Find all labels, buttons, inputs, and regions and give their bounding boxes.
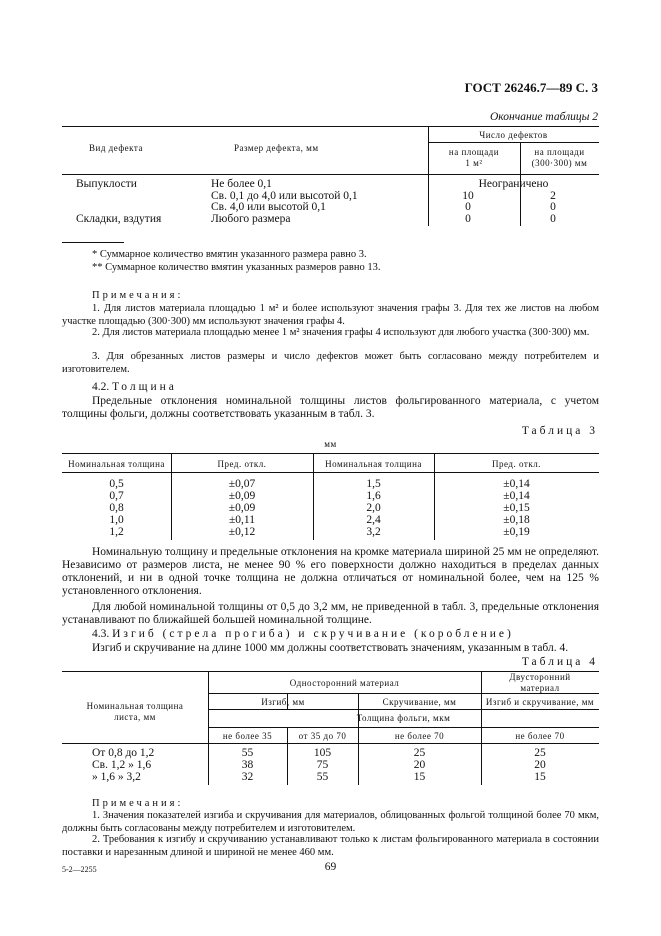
table-rule: [208, 709, 599, 710]
table-cell: Не более 0,1: [211, 178, 272, 190]
table-cell: 20: [534, 759, 546, 771]
note-item: 3. Для обрезанных листов размеры и число дефектов может быть согласовано между потребителем и изготовителем.: [62, 351, 599, 375]
notes-heading: Примечания:: [92, 798, 184, 809]
table-cell: Складки, вздутия: [76, 213, 162, 225]
table-cell: ±0,18: [503, 514, 530, 526]
note-item: 2. Для листов материала площадью менее 1 м² значения графы 4 используют для любого участка (300·300) мм.: [92, 327, 590, 338]
table-cell: 0: [465, 213, 471, 225]
col-header: Вид дефекта: [89, 143, 143, 153]
table-cell: 105: [313, 747, 332, 759]
table-cell: 75: [316, 759, 329, 771]
table-cell: 55: [241, 747, 254, 759]
table-cell: Св. 1,2 » 1,6: [92, 759, 152, 771]
table-rule: [62, 453, 599, 454]
table-cell: 32: [241, 771, 254, 783]
table-cell: 15: [534, 771, 546, 783]
paragraph: Номинальную толщину и предельные отклонения на кромке материала шириной 25 мм не определяют. Независимо от размеров листа, не менее 90 % его поверхности должно находиться в пределах данных отклонений, и ни в одной точке толщина не должна отличаться от номинальной более, чем на 125 % установленного отклонения.: [62, 546, 599, 597]
col-header: не более 35: [222, 731, 273, 741]
col-header: Изгиб и скручивание, мм: [485, 697, 595, 707]
note-item: 1. Значения показателей изгиба и скручивания для материалов, облицованных фольгой толщиной более 70 мкм, должны быть согласованы между потребителем и изготовителем.: [62, 810, 599, 834]
table-cell: ±0,19: [503, 526, 530, 538]
footnote-rule: [62, 242, 124, 243]
col-header: Номинальная толщина: [86, 701, 184, 711]
col-header: Номинальная толщина: [68, 459, 165, 469]
table-rule: [62, 126, 599, 127]
footnote: * Суммарное количество вмятин указанного размера равно 3.: [92, 249, 367, 260]
col-header: на площади: [448, 147, 500, 157]
table-cell: 1,6: [366, 490, 381, 502]
table-cell: 1,5: [366, 478, 381, 490]
table-cell: ±0,09: [228, 490, 256, 502]
table-caption: Окончание таблицы 2: [490, 111, 598, 123]
col-header: материал: [520, 683, 560, 693]
table-cell: Выпуклости: [76, 178, 137, 190]
table-cell: 25: [413, 747, 426, 759]
table-cell: ±0,12: [228, 526, 256, 538]
col-header: Номинальная толщина: [325, 459, 422, 469]
table-cell: 20: [413, 759, 426, 771]
col-header: Пред. откл.: [492, 459, 541, 469]
section-title: Толщина: [112, 381, 177, 393]
col-header: листа, мм: [114, 712, 156, 722]
table-cell: 15: [413, 771, 426, 783]
table-cell: ±0,15: [503, 502, 530, 514]
table-cell: 0: [550, 213, 556, 225]
section-title: Изгиб (стрела прогиба) и скручивание (коробление): [112, 628, 514, 640]
table-cell: 1,2: [109, 526, 124, 538]
table-cell: ±0,14: [503, 478, 530, 490]
table-cell: » 1,6 » 3,2: [92, 771, 141, 783]
table-cell: 25: [534, 747, 546, 759]
table-rule: [208, 693, 599, 694]
table-cell: 2,0: [366, 502, 381, 514]
table-cell: От 0,8 до 1,2: [92, 747, 155, 759]
table-caption: Таблица 4: [521, 656, 598, 668]
col-header: Размер дефекта, мм: [234, 143, 319, 153]
table-cell: 2: [550, 190, 556, 202]
col-header: Толщина фольги, мкм: [356, 713, 451, 723]
footnote: ** Суммарное количество вмятин указанных размеров равно 13.: [92, 262, 381, 273]
paragraph: Изгиб и скручивание на длине 1000 мм должны соответствовать значениям, указанным в табл. 4.: [92, 642, 569, 654]
col-header: не более 70: [515, 731, 565, 741]
col-header: не более 70: [394, 731, 445, 741]
notes-heading: Примечания:: [92, 290, 184, 301]
table-rule: [208, 727, 599, 728]
col-header: Скручивание, мм: [382, 697, 457, 707]
col-header: (300·300) мм: [531, 158, 588, 168]
col-header: Пред. откл.: [217, 459, 267, 469]
col-header: Двусторонний: [509, 672, 571, 682]
table-cell: Св. 0,1 до 4,0 или высотой 0,1: [211, 190, 358, 202]
table-unit: мм: [324, 439, 337, 449]
table-cell: Св. 4,0 или высотой 0,1: [211, 201, 326, 213]
col-header: 1 м²: [465, 158, 483, 168]
col-header: Число дефектов: [479, 130, 548, 140]
note-item: 2. Требования к изгибу и скручиванию устанавливают только к листам фольгированного материала в состоянии поставки и нарезанным длиной и шириной не менее 460 мм.: [62, 834, 599, 858]
col-header: Изгиб, мм: [261, 697, 305, 707]
table-cell: 55: [316, 771, 329, 783]
table-rule: [62, 743, 599, 744]
print-code: 5-2—2255: [62, 865, 97, 874]
table-cell: ±0,14: [503, 490, 530, 502]
page-number: 69: [324, 861, 337, 873]
paragraph: Для любой номинальной толщины от 0,5 до 3,2 мм, не приведенной в табл. 3, предельные отклонения устанавливают по ближайшей большей номинальной толщине.: [62, 601, 599, 626]
table-cell: 3,2: [366, 526, 381, 538]
table-rule: [428, 142, 599, 143]
table-cell: 10: [462, 190, 474, 202]
table-cell: ±0,11: [228, 514, 255, 526]
section-heading: [92, 381, 177, 394]
col-header: от 35 до 70: [298, 731, 347, 741]
paragraph: Предельные отклонения номинальной толщины листов фольгированного материала, с учетом толщины фольги, должны соответствовать указанным в табл. 3.: [62, 395, 599, 420]
table-cell: ±0,09: [228, 502, 256, 514]
table-cell: 0,8: [109, 502, 124, 514]
table-cell: 2,4: [366, 514, 381, 526]
table-cell: 0: [465, 201, 471, 213]
section-heading: [92, 628, 514, 641]
section-number: 4.3.: [92, 628, 110, 640]
doc-reference: ГОСТ 26246.7—89 С. 3: [464, 80, 598, 95]
table-cell: 0,5: [109, 478, 124, 490]
table-cell: 1,0: [109, 514, 124, 526]
table-rule: [62, 174, 599, 175]
table-caption: Таблица 3: [521, 425, 598, 437]
col-header: Односторонний материал: [289, 678, 400, 688]
table-cell: 0: [550, 201, 556, 213]
table-cell: 38: [241, 759, 254, 771]
table-cell: Неограничено: [478, 178, 549, 190]
table-cell: ±0,07: [228, 478, 256, 490]
table-cell: Любого размера: [211, 213, 291, 225]
table-cell: 0,7: [109, 490, 124, 502]
col-header: на площади: [534, 147, 585, 157]
table-rule: [62, 472, 599, 473]
section-number: 4.2.: [92, 381, 110, 393]
note-item: 1. Для листов материала площадью 1 м² и более используют значения графы 3. Для тех же листов на любом участке площадью (300·300) мм используют значения графы 4.: [62, 303, 599, 327]
